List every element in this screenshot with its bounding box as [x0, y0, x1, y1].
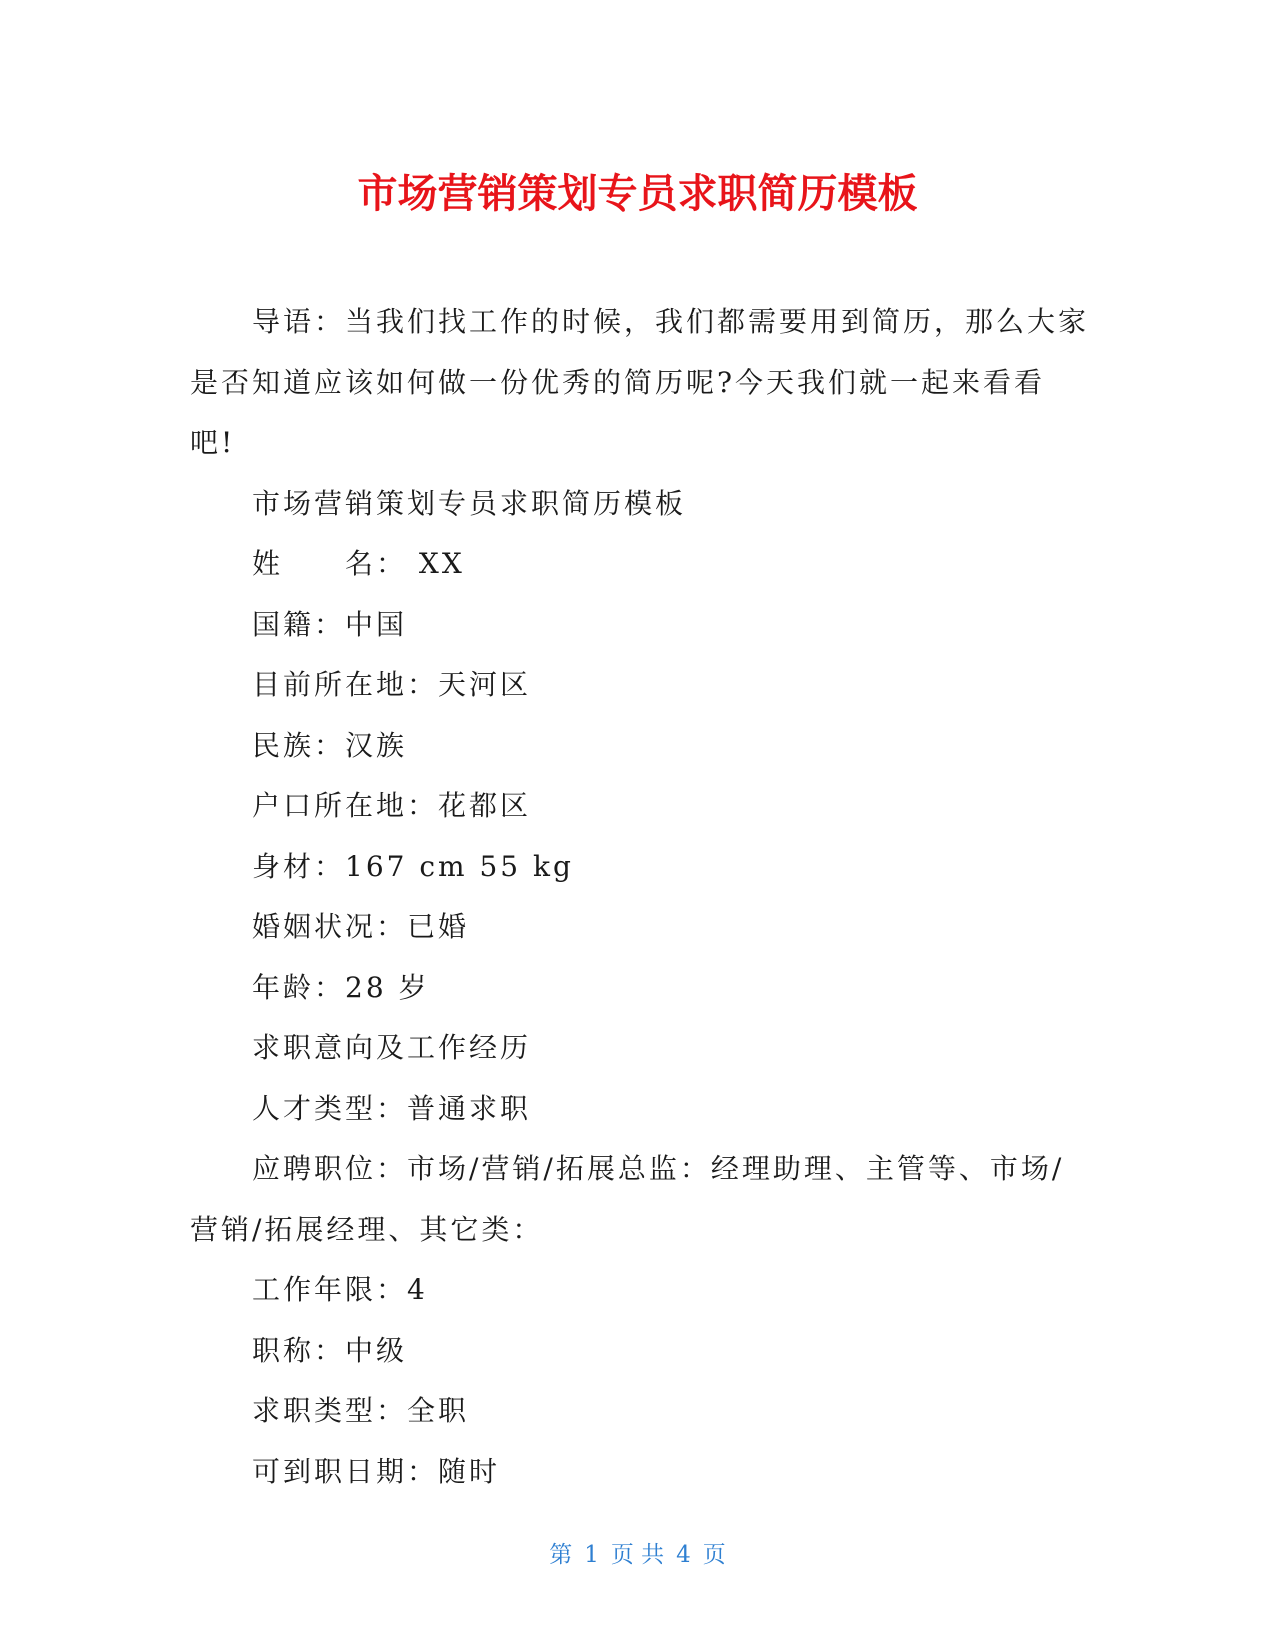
document-body [190, 292, 1090, 1502]
document-title: 市场营销策划专员求职简历模板 [357, 171, 918, 217]
field-age: 年龄：28 岁 [252, 970, 430, 1004]
field-job-type: 求职类型：全职 [252, 1394, 470, 1427]
intro-paragraph: 导语：当我们找工作的时候，我们都需要用到简历，那么大家是否知道应该如何做一份优秀的简历呢?今天我们就一起来看看吧! [190, 305, 1090, 459]
field-name: 姓 名： XX [252, 547, 465, 580]
footer-current-page: 1 [584, 1542, 599, 1568]
field-title-level: 职称：中级 [252, 1333, 408, 1367]
field-applied-position: 应聘职位：市场/营销/拓展总监：经理助理、主管等、市场/营销/拓展经理、其它类： [190, 1152, 1065, 1246]
resume-heading: 市场营销策划专员求职简历模板 [252, 486, 687, 520]
field-current-location: 目前所在地：天河区 [252, 668, 532, 701]
field-available-date: 可到职日期：随时 [252, 1454, 501, 1488]
field-marital-status: 婚姻状况：已婚 [252, 910, 470, 943]
page-footer [0, 1536, 1275, 1569]
field-nationality: 国籍：中国 [252, 607, 408, 641]
field-work-years: 工作年限：4 [252, 1273, 428, 1306]
footer-page-label: 第 [549, 1542, 573, 1568]
footer-of-label: 页 共 [610, 1542, 665, 1568]
field-talent-type: 人才类型：普通求职 [252, 1091, 532, 1125]
field-ethnicity: 民族：汉族 [252, 728, 408, 762]
field-household-registration: 户口所在地：花都区 [252, 789, 532, 822]
footer-total-pages: 4 [676, 1542, 691, 1568]
field-height-weight: 身材：167 cm 55 kg [252, 849, 574, 883]
footer-pages-suffix: 页 [702, 1542, 726, 1568]
section-job-intention: 求职意向及工作经历 [252, 1031, 532, 1064]
